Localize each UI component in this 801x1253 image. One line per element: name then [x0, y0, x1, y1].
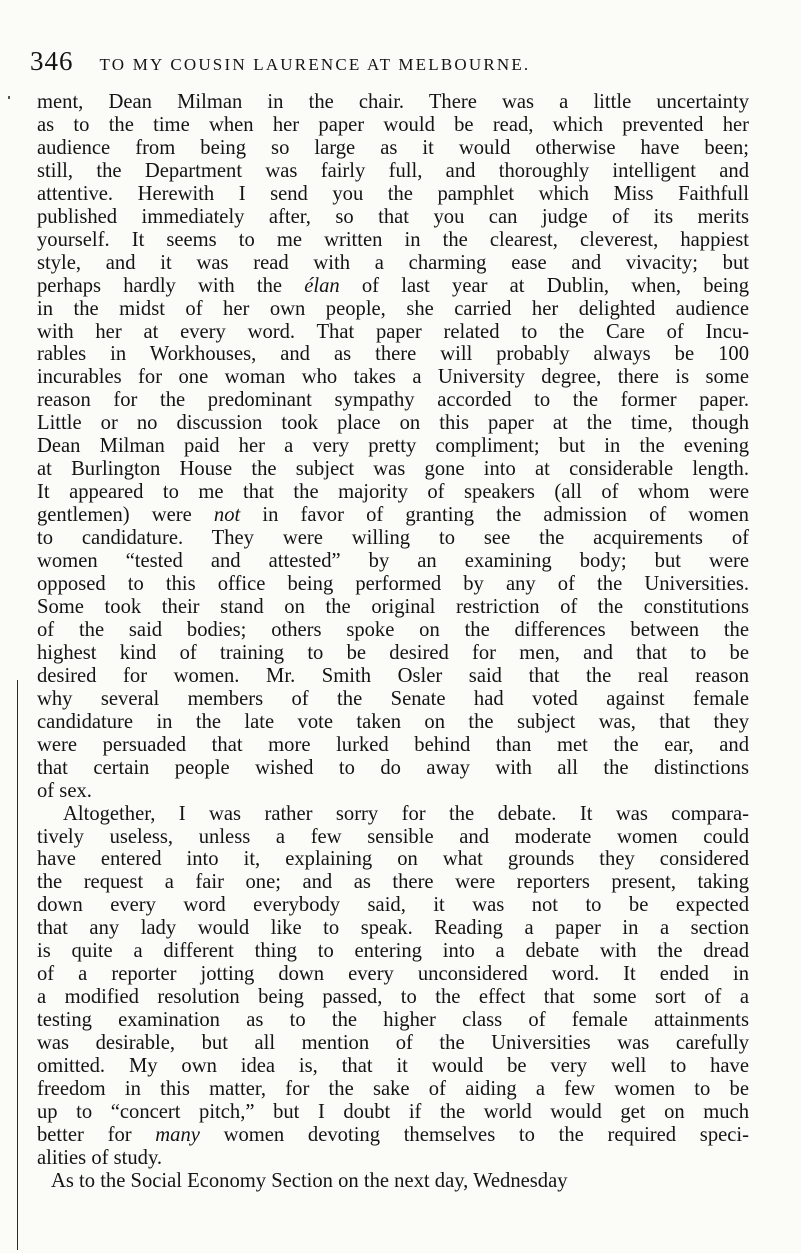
text-line: alities of study.	[37, 1146, 163, 1169]
text-line: audience from being so large as it would otherwise have been;	[37, 136, 749, 159]
text-line: of sex.	[37, 779, 92, 802]
text-line: that any lady would like to speak. Reading a paper in a section	[37, 917, 749, 940]
text-line: was desirable, but all mention of the Universities was carefully	[37, 1032, 749, 1055]
paragraph-2	[37, 803, 749, 1170]
text-line: published immediately after, so that you can judge of its merits	[37, 205, 749, 228]
text-line: still, the Department was fairly full, and thoroughly intelligent and	[37, 159, 749, 182]
text-line: better for many women devoting themselves to the required speci-	[37, 1123, 749, 1146]
text-line: It appeared to me that the majority of speakers (all of whom were	[37, 481, 749, 504]
text-line: tively useless, unless a few sensible and moderate women could	[37, 825, 749, 848]
text-line: freedom in this matter, for the sake of aiding a few women to be	[37, 1077, 749, 1100]
text-line: as to the time when her paper would be read, which prevented her	[37, 113, 749, 136]
text-line: gentlemen) were not in favor of granting the admission of women	[37, 504, 749, 527]
paragraph-3	[37, 1170, 749, 1193]
text-line: desired for women. Mr. Smith Osler said that the real reason	[37, 664, 749, 687]
binding-rule	[17, 680, 18, 1250]
text-line: down every word everybody said, it was not to be expected	[37, 894, 749, 917]
text-line: attentive. Herewith I send you the pamphlet which Miss Faithfull	[37, 182, 749, 205]
text-line: have entered into it, explaining on what grounds they considered	[37, 848, 749, 871]
margin-speck	[8, 96, 10, 99]
italic-word: élan	[304, 274, 340, 297]
text-line: of a reporter jotting down every unconsidered word. It ended in	[37, 963, 749, 986]
text-line: women “tested and attested” by an examining body; but were	[37, 550, 749, 573]
text-line: yourself. It seems to me written in the clearest, cleverest, happiest	[37, 228, 749, 251]
text-line: style, and it was read with a charming ease and vivacity; but	[37, 251, 749, 274]
text-line: incurables for one woman who takes a University degree, there is some	[37, 366, 749, 389]
text-line: ment, Dean Milman in the chair. There was a little uncertainty	[37, 91, 749, 113]
italic-word: many	[155, 1123, 200, 1146]
page-number: 346	[30, 46, 74, 76]
text-line: to candidature. They were willing to see the acquirements of	[37, 527, 749, 550]
text-line: that certain people wished to do away with all the distinctions	[37, 756, 749, 779]
text-line: Dean Milman paid her a very pretty compliment; but in the evening	[37, 435, 749, 458]
paragraph-1	[37, 91, 749, 803]
text-line: testing examination as to the higher class of female attainments	[37, 1009, 749, 1032]
text-line: up to “concert pitch,” but I doubt if the world would get on much	[37, 1100, 749, 1123]
text-line: at Burlington House the subject was gone into at considerable length.	[37, 458, 749, 481]
text-line: were persuaded that more lurked behind than met the ear, and	[37, 733, 749, 756]
text-line: in the midst of her own people, she carried her delighted audience	[37, 297, 749, 320]
text-line: is quite a different thing to entering into a debate with the dread	[37, 940, 749, 963]
text-line: As to the Social Economy Section on the next day, Wednesday	[51, 1169, 568, 1192]
text-line: of the said bodies; others spoke on the differences between the	[37, 618, 749, 641]
text-line: rables in Workhouses, and as there will probably always be 100	[37, 343, 749, 366]
body-text	[37, 91, 749, 1193]
text-line: perhaps hardly with the élan of last year at Dublin, when, being	[37, 274, 749, 297]
text-line: Some took their stand on the original restriction of the constitutions	[37, 595, 749, 618]
text-line: reason for the predominant sympathy accorded to the former paper.	[37, 389, 749, 412]
text-line: the request a fair one; and as there were reporters present, taking	[37, 871, 749, 894]
text-line: Altogether, I was rather sorry for the debate. It was compara-	[63, 802, 749, 825]
page-header	[30, 46, 770, 77]
text-line: omitted. My own idea is, that it would be very well to have	[37, 1055, 749, 1078]
text-line: opposed to this office being performed by any of the Universities.	[37, 573, 749, 596]
text-line: candidature in the late vote taken on the subject was, that they	[37, 710, 749, 733]
text-line: a modified resolution being passed, to the effect that some sort of a	[37, 986, 749, 1009]
text-line: highest kind of training to be desired for men, and that to be	[37, 641, 749, 664]
running-title: TO MY COUSIN LAURENCE AT MELBOURNE.	[99, 55, 531, 74]
italic-word: not	[213, 504, 241, 527]
text-line: with her at every word. That paper related to the Care of Incu-	[37, 320, 749, 343]
text-line: why several members of the Senate had voted against female	[37, 687, 749, 710]
text-line: Little or no discussion took place on this paper at the time, though	[37, 412, 749, 435]
